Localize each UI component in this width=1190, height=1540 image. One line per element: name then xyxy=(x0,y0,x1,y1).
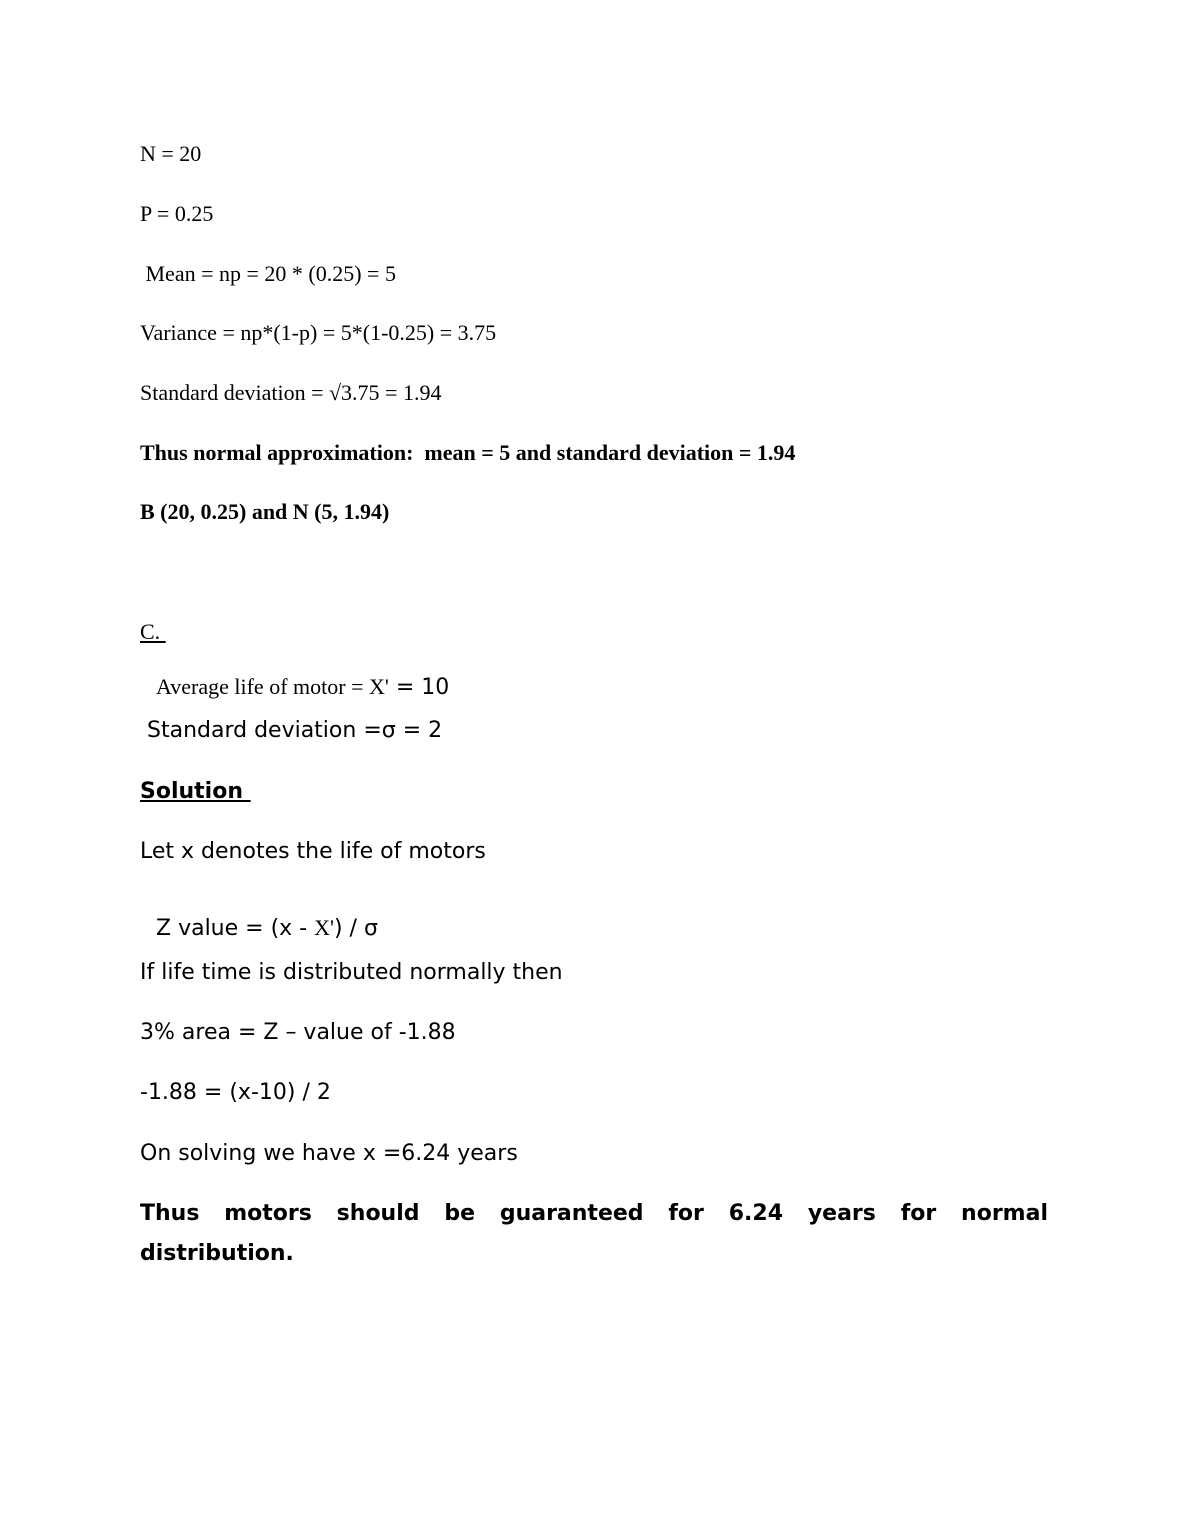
variance-line: Variance = np*(1-p) = 5*(1-0.25) = 3.75 xyxy=(140,320,497,345)
distribution-line: B (20, 0.25) and N (5, 1.94) xyxy=(140,499,390,524)
average-life-line xyxy=(140,660,449,715)
z-value-formula xyxy=(140,901,378,956)
solving-line: On solving we have x =6.24 years xyxy=(140,1141,518,1166)
let-x-line: Let x denotes the life of motors xyxy=(140,839,486,864)
normal-approximation-conclusion: Thus normal approximation: mean = 5 and standard deviation = 1.94 xyxy=(140,440,796,465)
area-z-value-line: 3% area = Z – value of -1.88 xyxy=(140,1020,456,1045)
mean-line: Mean = np = 20 * (0.25) = 5 xyxy=(140,261,396,286)
average-life-prefix: Average life of motor = X' xyxy=(156,674,389,699)
final-conclusion-paragraph: Thus motors should be guaranteed for 6.24 years for normal distribution. xyxy=(140,1201,1048,1266)
z-formula-prefix: Z value = (x - xyxy=(156,916,315,941)
equation-line: -1.88 = (x-10) / 2 xyxy=(140,1080,331,1105)
z-formula-mean: X' xyxy=(314,915,334,940)
normal-distribution-line: If life time is distributed normally then xyxy=(140,960,563,985)
z-formula-suffix: ) / σ xyxy=(333,916,378,941)
solution-heading: Solution xyxy=(140,779,251,804)
sigma-line: Standard deviation =σ = 2 xyxy=(140,718,443,743)
section-c-heading: C. xyxy=(140,619,166,644)
n-value-line: N = 20 xyxy=(140,141,202,166)
p-value-line: P = 0.25 xyxy=(140,201,214,226)
standard-deviation-line: Standard deviation = √3.75 = 1.94 xyxy=(140,380,442,405)
average-life-value: = 10 xyxy=(388,675,450,700)
